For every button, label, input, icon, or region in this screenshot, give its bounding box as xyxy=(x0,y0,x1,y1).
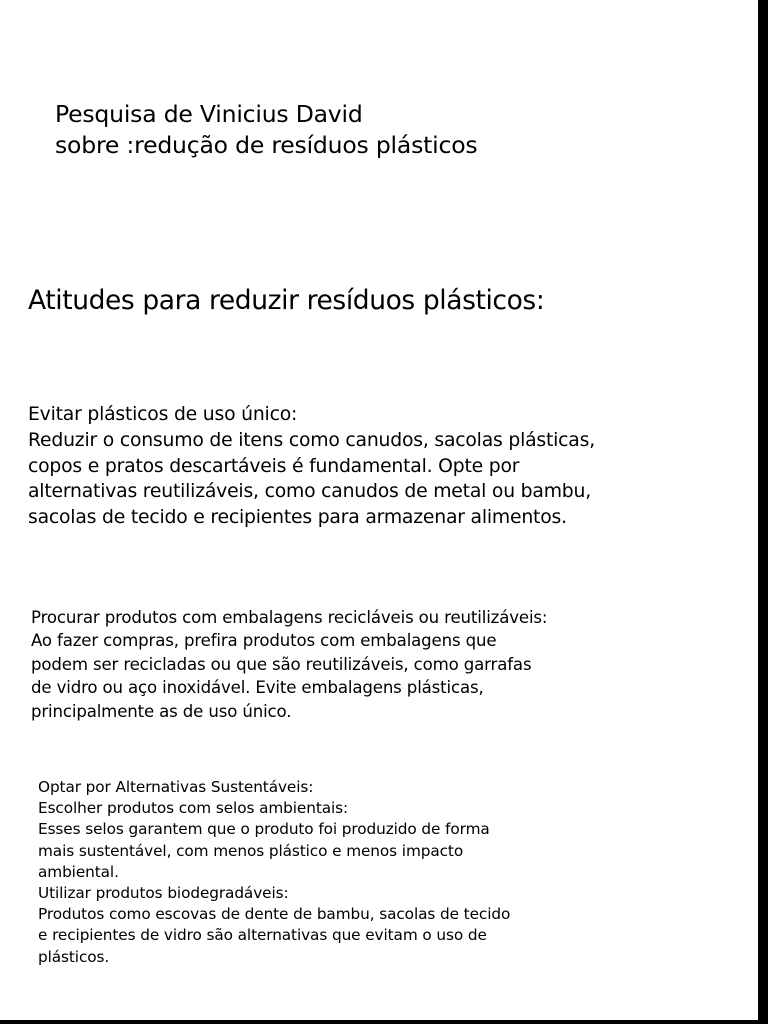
paragraph-line: sacolas de tecido e recipientes para armazenar alimentos. xyxy=(28,507,567,529)
paragraph-line: principalmente as de uso único. xyxy=(31,701,292,721)
paragraph-recyclable-packaging xyxy=(31,606,547,723)
paragraph-line: podem ser recicladas ou que são reutilizáveis, como garrafas xyxy=(31,654,532,674)
paragraph-line: alternativas reutilizáveis, como canudos de metal ou bambu, xyxy=(28,481,591,503)
paragraph-line: Optar por Alternativas Sustentáveis: xyxy=(38,778,314,796)
paragraph-sustainable-alternatives xyxy=(38,777,510,968)
paragraph-line: Procurar produtos com embalagens recicláveis ou reutilizáveis: xyxy=(31,608,548,627)
paragraph-line: Evitar plásticos de uso único: xyxy=(28,404,298,425)
page-edge-bottom xyxy=(0,1020,768,1024)
paragraph-line: e recipientes de vidro são alternativas que evitam o uso de xyxy=(38,926,487,945)
paragraph-line: Reduzir o consumo de itens como canudos, sacolas plásticas, xyxy=(28,429,595,451)
paragraph-line: copos e pratos descartáveis é fundamental. Opte por xyxy=(28,455,520,477)
paragraph-line: Produtos como escovas de dente de bambu, sacolas de tecido xyxy=(38,905,511,924)
section-heading: Atitudes para reduzir resíduos plásticos: xyxy=(28,285,545,316)
paragraph-line: Escolher produtos com selos ambientais: xyxy=(38,799,349,818)
paragraph-line: Esses selos garantem que o produto foi produzido de forma xyxy=(38,820,490,839)
paragraph-single-use-plastics xyxy=(28,402,595,531)
title-line: sobre :redução de resíduos plásticos xyxy=(55,131,478,159)
page-edge-right xyxy=(758,0,768,1024)
paragraph-line: Ao fazer compras, prefira produtos com embalagens que xyxy=(31,631,497,651)
paragraph-line: mais sustentável, com menos plástico e menos impacto xyxy=(38,841,464,860)
paragraph-line: de vidro ou aço inoxidável. Evite embalagens plásticas, xyxy=(31,678,484,698)
document-title xyxy=(55,99,477,161)
paragraph-line: Utilizar produtos biodegradáveis: xyxy=(38,884,289,903)
paragraph-line: ambiental. xyxy=(38,862,119,881)
title-line: Pesquisa de Vinicius David xyxy=(55,100,363,128)
paragraph-line: plásticos. xyxy=(38,947,110,966)
